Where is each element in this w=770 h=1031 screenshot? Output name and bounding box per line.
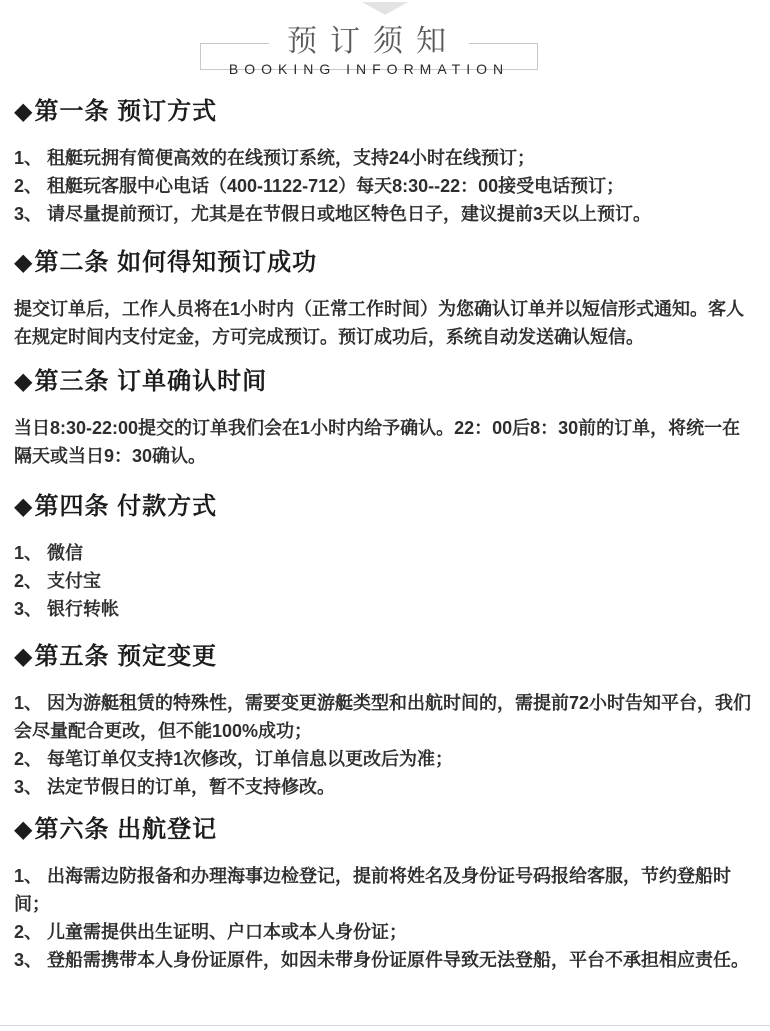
section-body <box>14 144 756 228</box>
rule-item: 1、 微信 <box>14 543 84 563</box>
section-departure-registration <box>14 815 756 974</box>
section-heading-text: 第一条 预订方式 <box>34 98 218 125</box>
section-booking-changes <box>14 642 756 801</box>
rule-item: 3、 法定节假日的订单，暂不支持修改。 <box>14 777 336 797</box>
rule-item: 当日8:30-22:00提交的订单我们会在1小时内给予确认。22：00后8：30前的订单，将统一在隔天或当日9：30确认。 <box>14 418 741 466</box>
section-body <box>14 414 756 470</box>
rule-item: 3、 登船需携带本人身份证原件，如因未带身份证原件导致无法登船，平台不承担相应责任。 <box>14 950 750 970</box>
rule-item: 2、 每笔订单仅支持1次修改，订单信息以更改后为准； <box>14 749 454 769</box>
section-booking-method <box>14 97 756 228</box>
rule-item: 2、 儿童需提供出生证明、户口本或本人身份证； <box>14 922 408 942</box>
section-body <box>14 295 756 351</box>
page-subtitle: BOOKING INFORMATION <box>228 61 510 77</box>
section-heading-text: 第五条 预定变更 <box>34 643 218 670</box>
section-payment-methods <box>14 492 756 623</box>
diamond-icon: ◆ <box>14 493 34 520</box>
bottom-divider <box>0 1025 770 1026</box>
section-heading-text: 第六条 出航登记 <box>34 816 218 843</box>
section-heading <box>14 642 756 672</box>
page-header <box>0 0 770 85</box>
rule-item: 3、 银行转帐 <box>14 599 120 619</box>
section-heading-text: 第四条 付款方式 <box>34 493 218 520</box>
rule-item: 2、 租艇玩客服中心电话（400-1122-712）每天8:30--22：00接受电话预订； <box>14 176 625 196</box>
rule-item: 2、 支付宝 <box>14 571 102 591</box>
rule-item: 提交订单后，工作人员将在1小时内（正常工作时间）为您确认订单并以短信形式通知。客人在规定时间内支付定金，方可完成预订。预订成功后，系统自动发送确认短信。 <box>14 299 745 347</box>
rule-item: 1、 租艇玩拥有简便高效的在线预订系统，支持24小时在线预订； <box>14 148 536 168</box>
section-body <box>14 539 756 623</box>
diamond-icon: ◆ <box>14 368 34 395</box>
section-heading <box>14 248 756 278</box>
rule-item: 1、 因为游艇租赁的特殊性，需要变更游艇类型和出航时间的，需提前72小时告知平台，我们会尽量配合更改，但不能100%成功； <box>14 693 752 741</box>
section-body <box>14 689 756 801</box>
diamond-icon: ◆ <box>14 643 34 670</box>
diamond-icon: ◆ <box>14 98 34 125</box>
title-frame <box>200 25 538 77</box>
page-title: 预订须知 <box>269 26 469 58</box>
section-heading <box>14 97 756 127</box>
rule-item: 1、 出海需边防报备和办理海事边检登记，提前将姓名及身份证号码报给客服，节约登船时间； <box>14 866 732 914</box>
section-heading <box>14 367 756 397</box>
section-order-confirm-time <box>14 367 756 470</box>
down-triangle-icon <box>362 2 408 15</box>
section-heading-text: 第三条 订单确认时间 <box>34 368 268 395</box>
diamond-icon: ◆ <box>14 249 34 276</box>
section-body <box>14 862 756 974</box>
section-heading <box>14 492 756 522</box>
booking-notice-content <box>0 97 770 974</box>
section-heading <box>14 815 756 845</box>
section-heading-text: 第二条 如何得知预订成功 <box>34 249 318 276</box>
section-confirmation-notice <box>14 248 756 351</box>
diamond-icon: ◆ <box>14 816 34 843</box>
rule-item: 3、 请尽量提前预订，尤其是在节假日或地区特色日子，建议提前3天以上预订。 <box>14 204 652 224</box>
